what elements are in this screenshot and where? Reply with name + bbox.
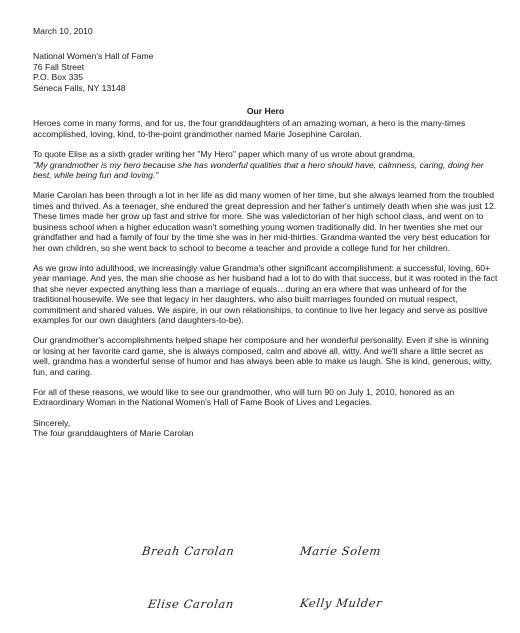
paragraph-personality: Our grandmother's accomplishments helped shape her composure and her wonderful personality. Even if she is winning or losing at her favorite card game, she is always composed, calm and above all, witty. And we'll share a little secret as well, grandma has a wonderful sense of humor and has always been able to make us laugh. She is kind, generous, witty, fun, and caring. xyxy=(33,335,492,377)
quote-intro: To quote Elise as a sixth grader writing her "My Hero" paper which many of us wrote about grandma, xyxy=(33,149,416,160)
paragraph-nomination: For all of these reasons, we would like to see our grandmother, who will turn 90 on July 1, 2010, honored as an Extraordinary Woman in the National Women's Hall of Fame Book of Lives and Legacies. xyxy=(33,386,455,408)
address-line-city: Seneca Falls, NY 13148 xyxy=(33,82,126,93)
address-line-po-box: P.O. Box 335 xyxy=(33,72,84,83)
paragraph-marriage: As we grow into adulthood, we increasingly value Grandma's other significant accomplishment: a successful, loving, 60+ year marriage. And yes, the man she choose as her husband had a lot to do with that success, but it was rooted in the fact that she never expected anything less than a marriage of equals…during an era where that was unheard of for the traditional housewife. We see that legacy in her daughters, who also built marriages founded on mutual respect, commitment and shared values. We aspire, in our own relationships, to continue to live her legacy and serve as positive examples for our own daughters (and daughters-to-be). xyxy=(33,262,498,325)
signatures xyxy=(0,540,520,630)
paragraph-quote xyxy=(33,149,498,180)
signature-marie-solem: Marie Solem xyxy=(299,544,383,558)
quote-text: "My grandmother is my hero because she has wonderful qualities that a hero should have, calmness, caring, doing her best, while being fun and loving." xyxy=(33,159,484,181)
signature-elise-carolan: Elise Carolan xyxy=(147,597,235,611)
signature-breah-carolan: Breah Carolan xyxy=(141,544,236,558)
letter-title: Our Hero xyxy=(246,106,285,117)
signoff: The four granddaughters of Marie Carolan xyxy=(33,428,194,439)
address-line-organization: National Women's Hall of Fame xyxy=(33,51,154,62)
paragraph-history: Marie Carolan has been through a lot in her life as did many women of her time, but she always learned from the troubled times and thrived. As a teenager, she endured the great depression and her father's untimely death when she was just 12. These times made her grow up fast and strive for more. She was valedictorian of her high school class, and went on to business school when a higher education wasn't something young women traditionally did. In her twenties she met our grandfather and had a family of four by the time she was in her mid-thirties. Grandma wanted the very best education for her own children, so she went back to school to become a teacher and provide a college fund for her children. xyxy=(33,190,497,253)
closing: Sincerely, xyxy=(33,417,71,428)
paragraph-intro: Heroes come in many forms, and for us, the four granddaughters of an amazing woman, a hero is the many-times accomplished, loving, kind, to-the-point grandmother named Marie Josephine Carolan. xyxy=(33,118,466,139)
address-line-street: 76 Fall Street xyxy=(33,61,85,72)
letter-date: March 10, 2010 xyxy=(33,26,93,36)
signature-kelly-mulder: Kelly Mulder xyxy=(299,596,384,610)
recipient-address xyxy=(33,51,498,93)
